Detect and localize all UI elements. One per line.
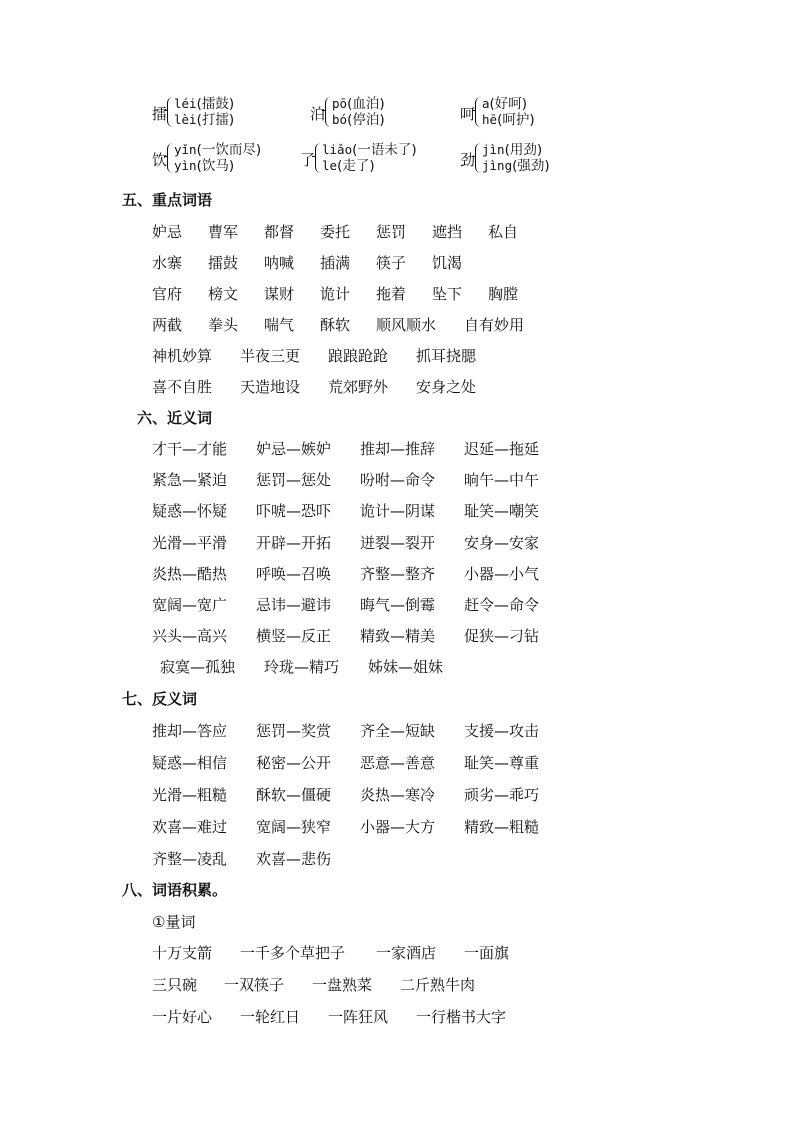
section-title-synonyms: 六、近义词 [137,409,213,427]
poly-reading-1: liǎo [322,142,353,157]
word-pair: 齐全—短缺 [360,722,436,740]
phrase: 三只碗 [152,976,198,994]
word-pair: 耻笑—尊重 [464,754,540,772]
word-pair: 吩咐—命令 [360,471,436,489]
word-pair: 晌午—中午 [464,471,540,489]
word-pair: 开辟—开拓 [256,534,332,552]
word-pair: 赶令—命令 [464,596,540,614]
poly-word-2: (停泊) [347,112,385,128]
word: 自有妙用 [464,316,525,334]
word: 坠下 [432,285,463,303]
poly-reading-1: a [482,96,490,111]
word-pair: 光滑—粗糙 [152,786,228,804]
word-pair: 迟延—拖延 [464,440,540,458]
word-pair: 推却—推辞 [360,440,436,458]
brace-icon [475,143,482,173]
phrase: 一片好心 [152,1008,213,1026]
poly-word-2: (走了) [337,158,375,174]
word: 荒郊野外 [328,378,389,396]
word: 遮挡 [432,223,463,241]
word-pair: 精致—粗糙 [464,818,540,836]
phrase: 一千多个草把子 [240,944,346,962]
word-pair: 宽阔—狭窄 [256,818,332,836]
phrase: 一双筷子 [224,976,285,994]
word: 半夜三更 [240,347,301,365]
word-pair: 安身—安家 [464,534,540,552]
word: 安身之处 [416,378,477,396]
brace-icon [167,97,174,127]
word: 神机妙算 [152,347,213,365]
poly-word-2: (强劲) [512,158,550,174]
poly-char: 饮 [152,151,168,169]
word: 擂鼓 [208,254,239,272]
word: 委托 [320,223,351,241]
word-pair: 才干—才能 [152,440,228,458]
word: 天造地设 [240,378,301,396]
word: 拖着 [376,285,407,303]
word-pair: 横竖—反正 [256,627,332,645]
word-pair: 炎热—酷热 [152,565,228,583]
word: 筷子 [376,254,407,272]
word: 曹军 [208,223,239,241]
phrase: 一轮红日 [240,1008,301,1026]
word: 惩罚 [376,223,407,241]
word-pair: 疑惑—怀疑 [152,502,228,520]
word: 喜不自胜 [152,378,213,396]
poly-word-1: (用劲) [504,142,543,158]
phrase: 二斤熟牛肉 [400,976,476,994]
word-pair: 小器—小气 [464,565,540,583]
word-pair: 欢喜—难过 [152,818,228,836]
subsection-measure-words: ①量词 [152,913,196,931]
word-pair: 促狭—刁钻 [464,627,540,645]
poly-char: 了 [300,151,316,169]
phrase: 一家酒店 [376,944,437,962]
section-title-key-words: 五、重点词语 [122,191,213,209]
word: 榜文 [208,285,239,303]
word: 私自 [488,223,519,241]
word: 两截 [152,316,183,334]
poly-word-1: (一语未了) [352,142,417,158]
section-title-antonyms: 七、反义词 [122,690,198,708]
word-pair: 耻笑—嘲笑 [464,502,540,520]
word-pair: 炎热—寒冷 [360,786,436,804]
word: 拳头 [208,316,239,334]
phrase: 一盘熟菜 [312,976,373,994]
poly-word-1: (好呵) [489,96,528,112]
poly-reading-2: yìn [174,158,197,173]
brace-icon [167,143,174,173]
word-pair: 光滑—平滑 [152,534,228,552]
word-pair: 惩罚—惩处 [256,471,332,489]
word-pair: 推却—答应 [152,722,228,740]
poly-word-1: (擂鼓) [196,96,235,112]
poly-reading-2: hē [482,112,498,127]
word-pair: 齐整—凌乱 [152,850,228,868]
brace-icon [315,143,322,173]
brace-icon [325,97,332,127]
poly-reading-1: léi [174,96,197,111]
word-pair: 玲珑—精巧 [264,658,340,676]
word: 诡计 [320,285,351,303]
word-pair: 忌讳—避讳 [256,596,332,614]
word-pair: 迸裂—裂开 [360,534,436,552]
poly-reading-1: yǐn [174,142,197,157]
word: 呐喊 [264,254,295,272]
poly-reading-2: jìng [482,158,513,173]
word-pair: 宽阔—宽广 [152,596,228,614]
word-pair: 紧急—紧迫 [152,471,228,489]
phrase: 一阵狂风 [328,1008,389,1026]
phrase: 十万支箭 [152,944,213,962]
word-pair: 欢喜—悲伤 [256,850,332,868]
poly-reading-2: le [322,158,338,173]
word-pair: 晦气—倒霉 [360,596,436,614]
word-pair: 酥软—僵硬 [256,786,332,804]
word: 妒忌 [152,223,183,241]
word: 水寨 [152,254,183,272]
poly-char: 擂 [152,105,168,123]
word-pair: 恶意—善意 [360,754,436,772]
word-pair: 呼唤—召唤 [256,565,332,583]
section-title-vocabulary: 八、词语积累。 [122,881,228,899]
brace-icon [475,97,482,127]
word-pair: 秘密—公开 [256,754,332,772]
poly-char: 劲 [460,151,476,169]
poly-word-2: (饮马) [196,158,235,174]
poly-char: 泊 [310,105,326,123]
phrase: 一面旗 [464,944,510,962]
poly-word-2: (呵护) [497,112,535,128]
word-pair: 寂寞—孤独 [160,658,236,676]
word: 饥渴 [432,254,463,272]
word-pair: 疑惑—相信 [152,754,228,772]
word: 插满 [320,254,351,272]
word: 酥软 [320,316,351,334]
word: 都督 [264,223,295,241]
phrase: 一行楷书大字 [416,1008,507,1026]
word-pair: 兴头—高兴 [152,627,228,645]
poly-word-1: (一饮而尽) [196,142,262,158]
word: 踉踉跄跄 [328,347,389,365]
word-pair: 妒忌—嫉妒 [256,440,332,458]
poly-word-1: (血泊) [347,96,385,112]
word: 谋财 [264,285,295,303]
word-pair: 吓唬—恐吓 [256,502,332,520]
word: 胸膛 [488,285,519,303]
poly-char: 呵 [460,105,476,123]
word: 官府 [152,285,183,303]
poly-reading-2: bó [332,112,348,127]
word-pair: 姊妹—姐妹 [368,658,444,676]
word-pair: 齐整—整齐 [360,565,436,583]
poly-reading-1: pō [332,96,348,111]
word-pair: 小器—大方 [360,818,436,836]
poly-reading-1: jìn [482,142,505,157]
word-pair: 诡计—阴谋 [360,502,436,520]
word: 顺风顺水 [376,316,437,334]
word-pair: 惩罚—奖赏 [256,722,332,740]
word-pair: 支援—攻击 [464,722,540,740]
poly-word-2: (打擂) [196,112,235,128]
word: 喘气 [264,316,295,334]
word-pair: 顽劣—乖巧 [464,786,540,804]
word: 抓耳挠腮 [416,347,477,365]
poly-reading-2: lèi [174,112,197,127]
word-pair: 精致—精美 [360,627,436,645]
